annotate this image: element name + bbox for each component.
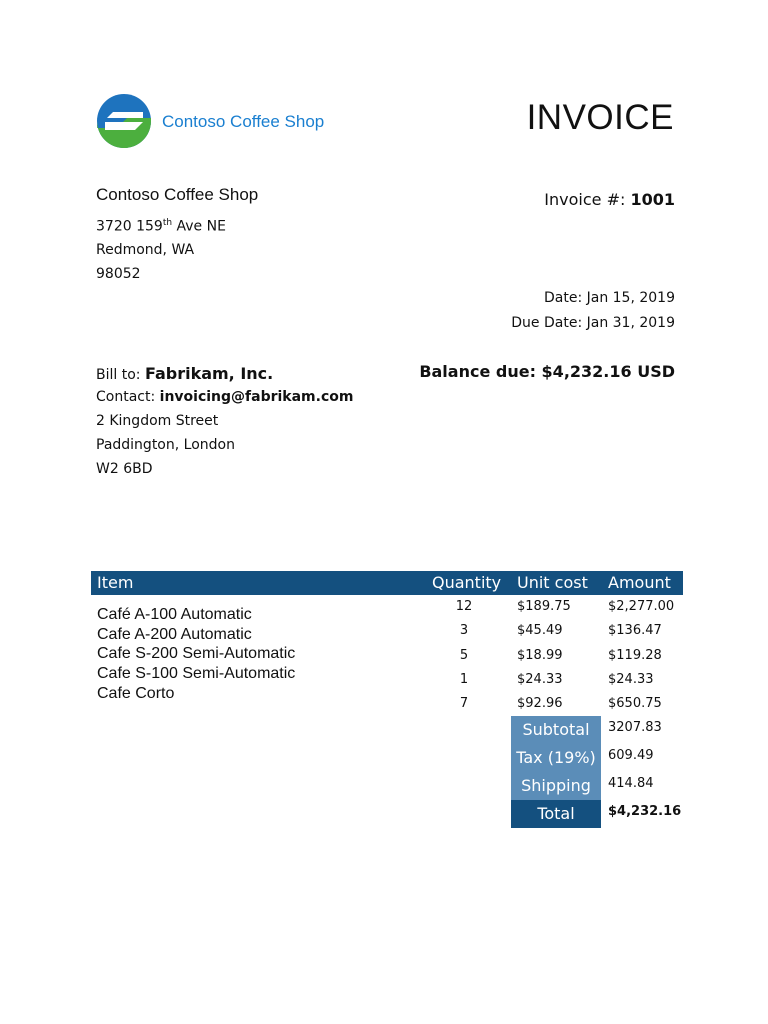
logo-text: Contoso Coffee Shop [162,112,325,131]
shipping-value: 414.84 [608,776,654,791]
header-unit-cost: Unit cost [517,573,588,592]
sender-street: 3720 159th Ave NE [96,218,226,235]
table-row-amount: $24.33 [608,672,654,687]
header-amount: Amount [608,573,671,592]
bill-to-city: Paddington, London [96,437,235,453]
table-row-quantity: 7 [459,696,469,711]
invoice-due-date: Due Date: Jan 31, 2019 [511,315,675,331]
total-value: $4,232.16 [608,804,682,819]
table-row-quantity: 5 [459,648,469,663]
table-row-quantity: 3 [459,623,469,638]
shipping-label: Shipping [511,772,601,800]
table-row-amount: $2,277.00 [608,599,675,614]
table-row-item: Cafe A-200 Automatic [97,626,252,643]
sender-city: Redmond, WA [96,242,195,258]
bill-to-street: 2 Kingdom Street [96,413,219,429]
table-row-amount: $136.47 [608,623,662,638]
items-table-header [91,571,683,595]
table-row-item: Cafe S-100 Semi-Automatic [97,665,296,682]
table-row-item: Café A-100 Automatic [97,606,252,623]
table-row-unit-cost: $92.96 [517,696,563,711]
table-row-amount: $119.28 [608,648,662,663]
tax-label: Tax (19%) [511,744,601,772]
subtotal-label: Subtotal [511,716,601,744]
bill-to-contact: Contact: invoicing@fabrikam.com [96,389,354,405]
table-row-quantity: 1 [459,672,469,687]
table-row-amount: $650.75 [608,696,662,711]
header-quantity: Quantity [432,573,502,592]
subtotal-value: 3207.83 [608,720,662,735]
table-row-item: Cafe Corto [97,685,175,702]
bill-to-postcode: W2 6BD [96,461,153,477]
table-row-unit-cost: $189.75 [517,599,571,614]
tax-value: 609.49 [608,748,654,763]
table-row-unit-cost: $45.49 [517,623,563,638]
invoice-date: Date: Jan 15, 2019 [543,290,675,306]
company-logo-icon [97,94,151,148]
sender-zip: 98052 [96,266,141,282]
table-row-quantity: 12 [455,599,473,614]
invoice-number: Invoice #: 1001 [544,190,675,209]
total-label: Total [511,800,601,828]
document-title: INVOICE [526,98,674,137]
table-row-unit-cost: $18.99 [517,648,563,663]
balance-due: Balance due: $4,232.16 USD [419,362,675,381]
table-row-unit-cost: $24.33 [517,672,563,687]
bill-to: Bill to: Fabrikam, Inc. [96,364,274,383]
sender-name: Contoso Coffee Shop [96,185,259,204]
header-item: Item [97,573,134,592]
table-row-item: Cafe S-200 Semi-Automatic [97,645,296,662]
